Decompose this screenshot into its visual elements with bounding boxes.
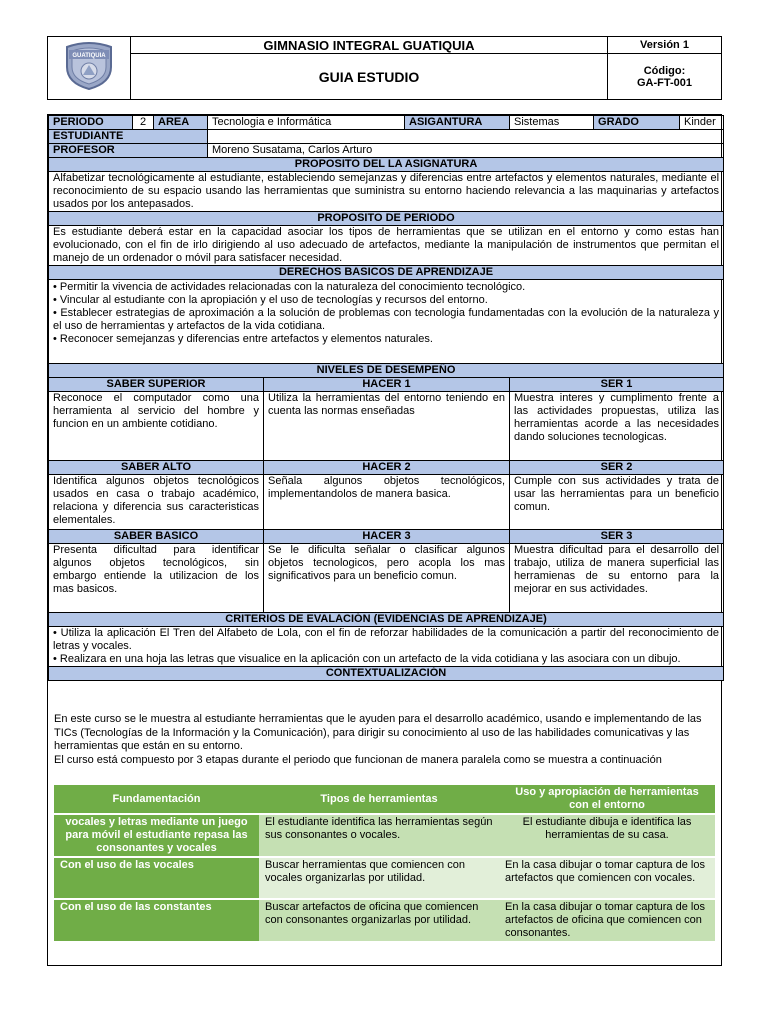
asignatura-label: ASIGANTURA (405, 116, 510, 130)
periodo-row (49, 116, 724, 130)
etapa-fundamentacion: Con el uso de las constantes (54, 899, 259, 942)
nivel-content: Identifica algunos objetos tecnológicos usados en casa o trabajo académico, relaciona y diferencia sus caracteristicas elementales. (49, 475, 264, 530)
area-label: AREA (154, 116, 208, 130)
etapa-tipos: El estudiante identifica las herramientas según sus consonantes o vocales. (259, 814, 499, 857)
etapas-header: Tipos de herramientas (259, 785, 499, 814)
grado-value: Kinder (680, 116, 724, 130)
nivel-header: SABER SUPERIOR (49, 378, 264, 392)
nivel-content-row (49, 544, 724, 613)
criterio-item: • Utiliza la aplicación El Tren del Alfabeto de Lola, con el fin de reforzar habilidades de la comunicación a partir del reconocimiento de letras y vocales. (53, 627, 720, 652)
etapa-fundamentacion: vocales y letras mediante un juego para móvil el estudiante repasa las consonantes y vocales (54, 814, 259, 857)
code-label: Código: (643, 64, 686, 77)
asignatura-value: Sistemas (510, 116, 594, 130)
code-value: GA-FT-001 (636, 76, 692, 89)
etapa-fundamentacion: Con el uso de las vocales (54, 857, 259, 899)
nivel-header: HACER 1 (264, 378, 510, 392)
nivel-content: Presenta dificultad para identificar algunos objetos tecnológicos, sin embargo entiende la utilizacion de los mas basicos. (49, 544, 264, 613)
etapas-row (54, 899, 715, 942)
nivel-content: Muestra dificultad para el desarrollo del trabajo, utiliza de manera superficial las herramienas de su entorno para la mejorar en sus actividades. (510, 544, 724, 613)
etapa-tipos: Buscar herramientas que comiencen con vocales organizarlas por utilidad. (259, 857, 499, 899)
estudiante-row (49, 130, 724, 144)
grado-label: GRADO (594, 116, 680, 130)
etapas-row (54, 857, 715, 899)
code-cell (608, 54, 722, 100)
etapas-row (54, 814, 715, 857)
etapas-header-row (54, 785, 715, 814)
profesor-label: PROFESOR (49, 144, 208, 158)
nivel-content: Muestra interes y cumplimento frente a las actividades propuestas, utiliza las herramientas acorde a las necesidades dando soluciones tecnologicas. (510, 392, 724, 461)
version-label: Versión 1 (608, 37, 722, 54)
profesor-value: Moreno Susatama, Carlos Arturo (208, 144, 724, 158)
etapa-uso: En la casa dibujar o tomar captura de los artefactos que comiencen con vocales. (499, 857, 715, 899)
derecho-item: • Permitir la vivencia de actividades relacionadas con la naturaleza del conocimiento tecnológico. (53, 281, 526, 293)
derechos-title: DERECHOS BASICOS DE APRENDIZAJE (49, 266, 724, 280)
document-header (47, 36, 722, 100)
derechos-list (49, 280, 724, 364)
proposito-asignatura-title: PROPOSITO DEL LA ASIGNATURA (49, 158, 724, 172)
periodo-value: 2 (133, 116, 154, 130)
nivel-header: HACER 3 (264, 530, 510, 544)
contextualizacion-paragraph: El curso está compuesto por 3 etapas durante el periodo que funcionan de manera paralela como se muestra a continuación (54, 753, 662, 766)
criterio-item: • Realizara en una hoja las letras que visualice en la aplicación con un artefacto de la vida cotidiana y las asociara con un dibujo. (53, 653, 681, 665)
nivel-content-row (49, 475, 724, 530)
nivel-header: SABER BASICO (49, 530, 264, 544)
nivel-header: HACER 2 (264, 461, 510, 475)
nivel-header: SER 3 (510, 530, 724, 544)
proposito-periodo-title: PROPOSITO DE PERIODO (49, 212, 724, 226)
periodo-label: PERIODO (49, 116, 133, 130)
document-type: GUIA ESTUDIO (131, 54, 608, 100)
nivel-content: Cumple con sus actividades y trata de usar las herramientas para un beneficio comun. (510, 475, 724, 530)
area-value: Tecnologia e Informática (208, 116, 405, 130)
nivel-header: SER 2 (510, 461, 724, 475)
etapa-tipos: Buscar artefactos de oficina que comiencen con consonantes organizarlas por utilidad. (259, 899, 499, 942)
nivel-content-row (49, 392, 724, 461)
school-shield-logo-icon (61, 41, 117, 91)
etapas-header: Fundamentación (54, 785, 259, 814)
logo-text: GUATIQUIA (72, 52, 106, 59)
nivel-header-row (49, 378, 724, 392)
guide-table (48, 115, 724, 681)
nivel-content: Señala algunos objetos tecnológicos, implementandolos de manera basica. (264, 475, 510, 530)
criterios-list (49, 627, 724, 667)
nivel-content: Utiliza la herramientas del entorno teniendo en cuenta las normas enseñadas (264, 392, 510, 461)
etapas-header: Uso y apropiación de herramientas con el entorno (499, 785, 715, 814)
nivel-header-row (49, 461, 724, 475)
contextualizacion-title: CONTEXTUALIZACIÓN (49, 667, 724, 681)
estudiante-value (208, 130, 724, 144)
etapas-table (54, 785, 715, 943)
contextualizacion-text (48, 713, 721, 767)
nivel-content: Reconoce el computador como una herramienta al servicio del hombre y funcion en un ambiente cotidiano. (49, 392, 264, 461)
niveles-title: NIVELES DE DESEMPEÑO (49, 364, 724, 378)
derecho-item: • Establecer estrategias de aproximación a la solución de problemas con tecnologia fundamentadas con la evolución de la naturaleza y el uso de herramientas y artefactos de la vida cotidiana. (53, 307, 720, 332)
derecho-item: • Vincular al estudiante con la apropiación y el uso de tecnologías y recursos del entorno. (53, 294, 488, 306)
nivel-header-row (49, 530, 724, 544)
etapa-uso: El estudiante dibuja e identifica las herramientas de su casa. (499, 814, 715, 857)
profesor-row (49, 144, 724, 158)
nivel-header: SABER ALTO (49, 461, 264, 475)
etapa-uso: En la casa dibujar o tomar captura de los artefactos de oficina que comiencen con consonantes. (499, 899, 715, 942)
logo-cell (48, 37, 131, 100)
study-guide-body (47, 114, 722, 966)
proposito-asignatura-text: Alfabetizar tecnológicamente al estudiante, estableciendo semejanzas y diferencias entre artefactos y elementos naturales, mediante el reconocimiento de su espacio usando las herramientas que suministra su entorno haciendo relevancia a las maquinarias y artefactos usados por los antepasados. (49, 172, 724, 212)
derecho-item: • Reconocer semejanzas y diferencias entre artefactos y elementos naturales. (53, 333, 433, 345)
nivel-content: Se le dificulta señalar o clasificar algunos objetos tecnologicos, pero acopla los mas significativos para un beneficio comun. (264, 544, 510, 613)
institution-name: GIMNASIO INTEGRAL GUATIQUIA (131, 37, 608, 54)
estudiante-label: ESTUDIANTE (49, 130, 208, 144)
nivel-header: SER 1 (510, 378, 724, 392)
criterios-title: CRITERIOS DE EVALACIÓN (EVIDENCIAS DE APRENDIZAJE) (49, 613, 724, 627)
contextualizacion-paragraph: En este curso se le muestra al estudiante herramientas que le ayuden para el desarrollo académico, usando e implementando de las TICs (Tecnologías de la Información y la Comunicación), para dirigir su conocimiento al uso de las habilidades comunicativas y las herramientas que están en su entorno. (54, 713, 702, 752)
proposito-periodo-text: Es estudiante deberá estar en la capacidad asociar los tipos de herramientas que se utilizan en el entorno y como estas han evolucionado, con el fin de irlo dirigiendo al uso adecuado de artefactos, mediante la manipulación de instrumentos que permitan el manejo de un ordenador o móvil para satisfacer necesidad. (49, 226, 724, 266)
